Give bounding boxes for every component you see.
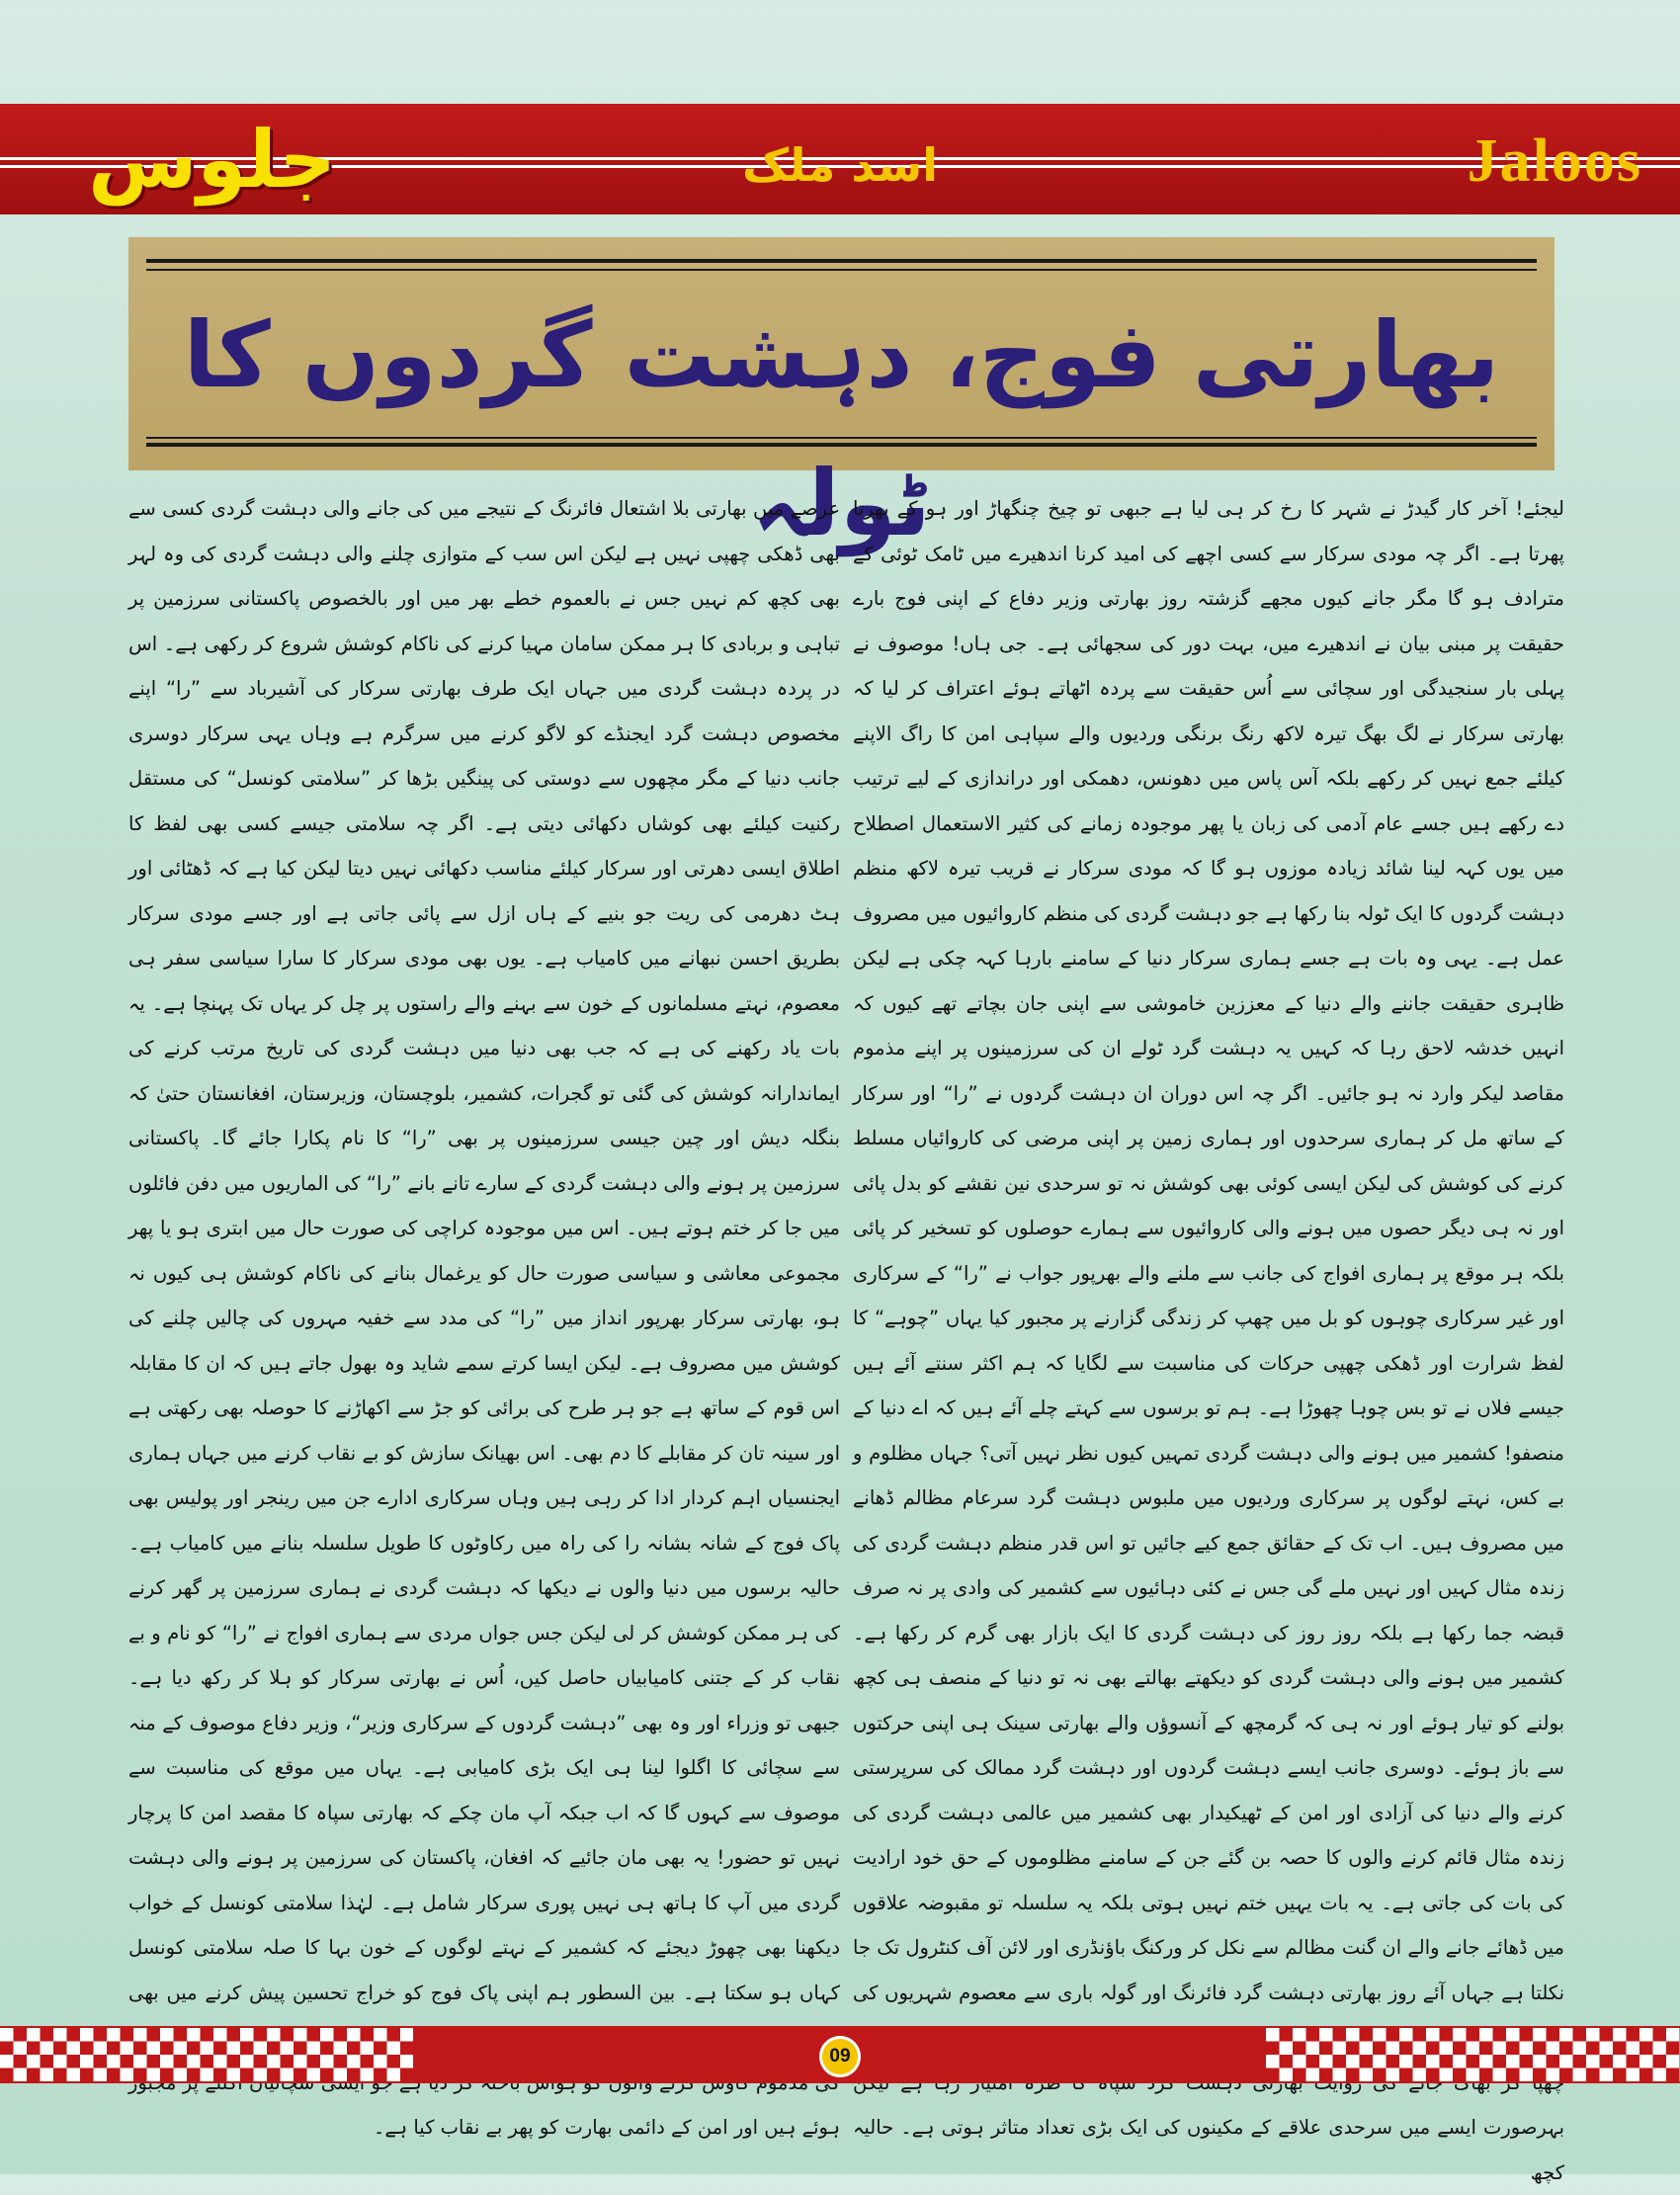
author-name: اسد ملک <box>742 138 938 192</box>
headline-box <box>128 237 1554 556</box>
headline: بھارتی فوج، دہشت گردوں کا ٹولہ <box>183 302 1500 556</box>
article-column-left: عرصے میں بھارتی بلا اشتعال فائرنگ کے نتیجے میں کی جانے والی دہشت گردی کسی سے بھی ڈھکی چھپی نہیں ہے لیکن اس سب کے متوازی چلنے والی دہشت گردی کی وہ لہر بھی کچھ کم نہیں جس نے بالعموم خطے بھر میں اور بالخصوص پاکستانی سرزمین پر تباہی و بربادی کا ہر ممکن سامان مہیا کرنے کی ناکام کوشش شروع کر رکھی ہے۔ اس در پردہ دہشت گردی میں جہاں ایک طرف بھارتی سرکار کی آشیرباد سے ”را“ اپنے مخصوص دہشت گرد ایجنڈے کو لاگو کرنے میں سرگرم ہے وہاں یہی سرکار دوسری جانب دنیا کے مگر مچھوں سے دوستی کی پینگیں بڑھا کر ”سلامتی کونسل“ کی مستقل رکنیت کیلئے بھی کوشاں دکھائی دیتی ہے۔ اگر چہ سلامتی جیسے کسی بھی لفظ کا اطلاق ایسی دھرتی اور سرکار کیلئے مناسب دکھائی نہیں دیتا لیکن کیا ہے کہ ڈھٹائی اور ہٹ دھرمی کی ریت جو بنیے کے ہاں ازل سے پائی جاتی ہے اور جسے مودی سرکار بطریق احسن نبھانے میں کامیاب ہے۔ یوں بھی مودی سرکار کا سارا سیاسی سفر ہی معصوم، نہتے مسلمانوں کے خون سے بہنے والے راستوں پر چل کر یہاں تک پہنچا ہے۔ یہ بات یاد رکھنے کی ہے کہ جب بھی دنیا میں دہشت گردی کی تاریخ مرتب کرنے کی ایماندارانہ کوشش کی گئی تو گجرات، کشمیر، بلوچستان، وزیرستان، افغانستان حتیٰ کہ بنگلہ دیش اور چین جیسی سرزمینوں پر بھی ”را“ کا نام پکارا جائے گا۔ پاکستانی سرزمین پر ہونے والی دہشت گردی کے سارے تانے بانے ”را“ کی الماریوں میں دفن فائلوں میں جا کر ختم ہوتے ہیں۔ اس میں موجودہ کراچی کی صورت حال میں ابتری ہو یا پھر مجموعی معاشی و سیاسی صورت حال کو یرغمال بنانے کی ناکام کوشش ہی کیوں نہ ہو، بھارتی سرکار بھرپور انداز میں ”را“ کی مدد سے خفیہ مہروں کی چالیں چلنے کی کوشش میں مصروف ہے۔ لیکن ایسا کرتے سمے شاید وہ بھول جاتے ہیں کہ ان کا مقابلہ اس قوم کے ساتھ ہے جو ہر طرح کی برائی کو جڑ سے اکھاڑنے کا حوصلہ بھی رکھتی ہے اور سینہ تان کر مقابلے کا دم بھی۔ اس بھیانک سازش کو بے نقاب کرنے میں جہاں ہماری ایجنسیاں اہم کردار ادا کر رہی ہیں وہاں سرکاری ادارے جن میں رینجر اور پولیس بھی پاک فوج کے شانہ بشانہ را کی راہ میں رکاوٹوں کا طویل سلسلہ بنانے میں کامیاب ہے۔ حالیہ برسوں میں دنیا والوں نے دیکھا کہ دہشت گردی نے ہماری سرزمین پر گھر کرنے کی ہر ممکن کوشش کر لی لیکن جس جواں مردی سے ہماری افواج نے ”را“ کو نام و بے نقاب کر کے جتنی کامیابیاں حاصل کیں، اُس نے بھارتی سرکار کو ہلا کر رکھ دیا ہے۔ جبھی تو وزراء اور وہ بھی ”دہشت گردوں کے سرکاری وزیر“، وزیر دفاع موصوف کے منہ سے سچائی کا اگلوا لینا ہی ایک بڑی کامیابی ہے۔ یہاں میں موقع کی مناسبت سے موصوف سے کہوں گا کہ اب جبکہ آپ مان چکے کہ بھارتی سپاہ کا مقصد امن کا پرچار نہیں تو حضور! یہ بھی مان جائیے کہ افغان، پاکستان کی سرزمین پر ہونے والی دہشت گردی میں آپ کا ہاتھ ہی نہیں پوری سرکار شامل ہے۔ لہٰذا سلامتی کونسل کے خواب دیکھنا بھی چھوڑ دیجئے کہ کشمیر کے نہتے لوگوں کے خون بہا کا صلہ سلامتی کونسل کہاں ہو سکتا ہے۔ بین السطور ہم اپنی پاک فوج کو خراج تحسین پیش کرنے میں بھی ہوئے ہیں اور امن کے دائمی بھارت کو پھر بے نقاب کیا ہے۔ <box>128 497 840 2139</box>
brand-logo-urdu: جلوس <box>88 114 336 206</box>
footer-checker-right <box>1266 2028 1680 2081</box>
headline-rule-top-thin <box>146 269 1537 271</box>
headline-rule-bottom <box>146 443 1537 447</box>
headline-rule-bottom-thin <box>146 437 1537 439</box>
article-column-right: لیجئے! آخر کار گیدڑ نے شہر کا رخ کر ہی لیا ہے جبھی تو چیخ چنگھاڑ اور ہو کے بھرتا پھرتا ہے۔ اگر چہ مودی سرکار سے کسی اچھے کی امید کرنا اندھیرے میں ٹامک ٹوئی کے مترادف ہو گا مگر جانے کیوں مجھے گزشتہ روز بھارتی وزیر دفاع کے اپنی فوج بارے حقیقت پر مبنی بیان نے اندھیرے میں، بہت دور کی سجھائی ہے۔ جی ہاں! موصوف نے پہلی بار سنجیدگی اور سچائی سے اُس حقیقت سے پردہ اٹھاتے ہوئے اعتراف کر لیا کہ بھارتی سرکار نے لگ بھگ تیرہ لاکھ رنگ برنگی وردیوں والے سپاہی امن کا راگ الاپنے کیلئے جمع نہیں کر رکھے بلکہ آس پاس میں دھونس، دھمکی اور دراندازی کے لیے ترتیب دے رکھے ہیں جسے عام آدمی کی زبان یا پھر موجودہ زمانے کی کثیر الاستعمال اصطلاح میں یوں کہہ لینا شائد زیادہ موزوں ہو گا کہ مودی سرکار نے قریب تیرہ لاکھ منظم دہشت گردوں کا ایک ٹولہ بنا رکھا ہے جو دہشت گردی کی منظم کاروائیوں میں مصروف عمل ہے۔ یہی وہ بات ہے جسے ہماری سرکار دنیا کے سامنے بارہا کہہ چکی ہے لیکن ظاہری حقیقت جاننے والے دنیا کے معززین خاموشی سے اپنی جان بچاتے تھے کیوں کہ انہیں خدشہ لاحق رہا کہ کہیں یہ دہشت گرد ٹولے ان کی سرزمینوں پر اپنے مذموم مقاصد لیکر وارد نہ ہو جائیں۔ اگر چہ اس دوران ان دہشت گردوں نے ”را“ اور سرکار کے ساتھ مل کر ہماری سرحدوں اور ہماری زمین پر اپنی مرضی کی کاروائیاں مسلط کرنے کی کوشش کی لیکن ایسی کوئی بھی کوشش نہ تو سرحدی نین نقشے کو بدل پائی اور نہ ہی دیگر حصوں میں ہونے والی کاروائیوں سے ہمارے حوصلوں کو تسخیر کر پائی بلکہ ہر موقع پر ہماری افواج کی جانب سے ملنے والے بھرپور جواب نے ”را“ کے سرکاری اور غیر سرکاری چوہوں کو بل میں چھپ کر زندگی گزارنے پر مجبور کیا یہاں ”چوہے“ کا لفظ شرارت اور ڈھکی چھپی حرکات کی مناسبت سے لگایا کہ ہم اکثر سنتے آئے ہیں جیسے فلاں نے تو بس چوہا چھوڑا ہے۔ ہم تو برسوں سے کہتے چلے آئے ہیں کہ اے دنیا کے منصفو! کشمیر میں ہونے والی دہشت گردی تمہیں کیوں نظر نہیں آتی؟ جہاں مظلوم و بے کس، نہتے لوگوں پر سرکاری وردیوں میں ملبوس دہشت گرد سرعام مظالم ڈھانے میں مصروف ہیں۔ اب تک کے حقائق جمع کیے جائیں تو اس قدر منظم دہشت گردی کی زندہ مثال کہیں اور نہیں ملے گی جس نے کئی دہائیوں سے کشمیر کی وادی پر نہ صرف قبضہ جما رکھا ہے بلکہ روز روز کی دہشت گردی کا ایک بازار بھی گرم کر رکھا ہے۔ کشمیر میں ہونے والی دہشت گردی کو دیکھتے بھالتے بھی نہ تو دنیا کے منصف ہی کچھ بولنے کو تیار ہوئے اور نہ ہی کہ گرمچھ کے آنسوؤں والے بھارتی سینک ہی اپنی حرکتوں سے باز ہوئے۔ دوسری جانب ایسے دہشت گردوں اور دہشت گرد ممالک کی سرپرستی کرنے والے دنیا کی آزادی اور امن کے ٹھیکیدار بھی کشمیر میں عالمی دہشت گردی کی زندہ مثال قائم کرنے والوں کا حصہ بن گئے جن کے سامنے مظلوموں کے حق خود ارادیت کی بات کی جاتی ہے۔ یہ بات یہیں ختم نہیں ہوتی بلکہ یہ سلسلہ تو مقبوضہ علاقوں میں ڈھائے جانے والے ان گنت مظالم سے نکل کر ورکنگ باؤنڈری اور لائن آف کنٹرول تک جا نکلتا ہے جہاں آئے روز بھارتی دہشت گرد فائرنگ اور گولہ باری سے معصوم شہریوں کی بہرصورت ایسے میں سرحدی علاقے کے مکینوں کی ایک بڑی تعداد متاثر ہوتی ہے۔ حالیہ کچھ <box>853 497 1564 2184</box>
headline-rule-top <box>146 259 1537 263</box>
brand-logo-english: Jaloos <box>1467 127 1642 195</box>
footer-checker-left <box>0 2028 413 2081</box>
page-number: 09 <box>819 2036 861 2077</box>
